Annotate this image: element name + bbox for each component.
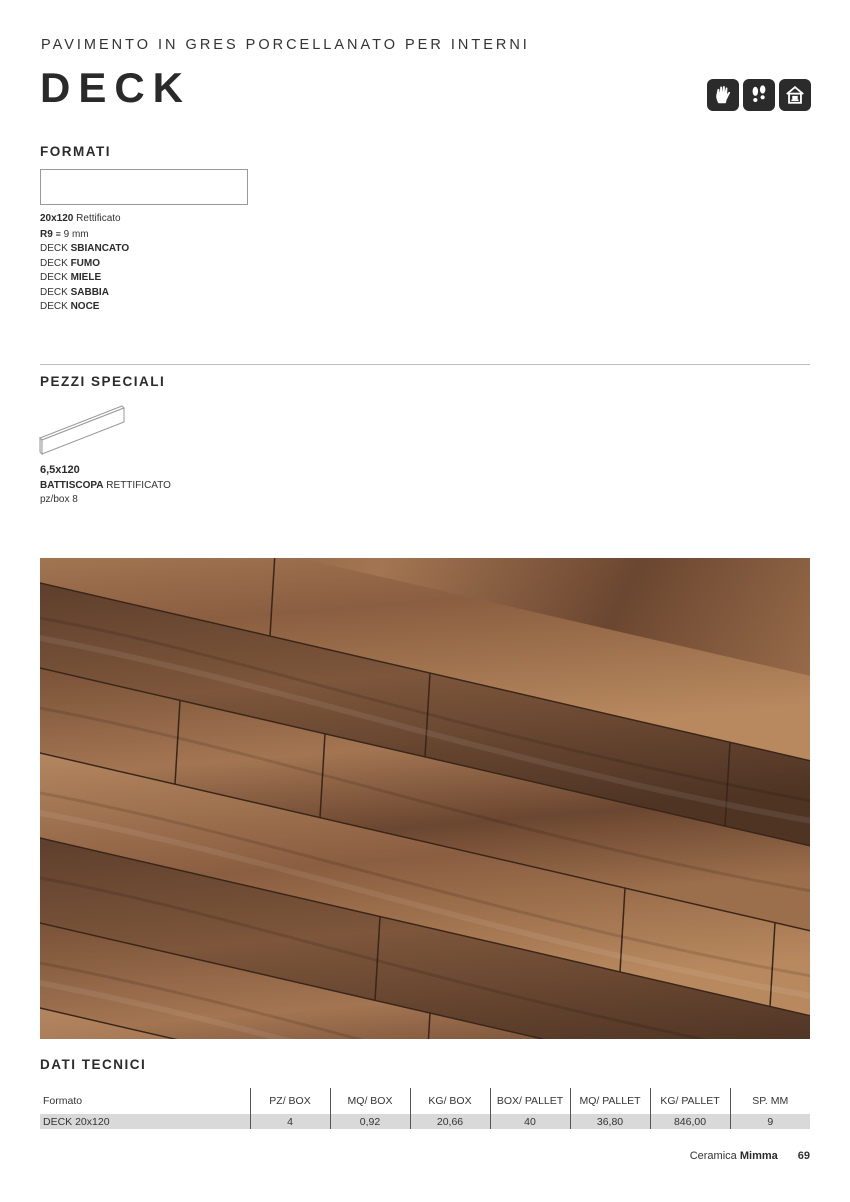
table-header: MQ/ BOX <box>330 1088 410 1114</box>
table-row <box>40 1114 810 1129</box>
technical-data-table <box>40 1088 810 1129</box>
page-number: 69 <box>797 1150 810 1162</box>
table-cell: 4 <box>250 1114 330 1129</box>
section-divider <box>40 364 810 365</box>
variant-item: DECK FUMO <box>40 257 101 269</box>
format-size: 20x120 <box>40 213 74 224</box>
variant-item: DECK NOCE <box>40 301 100 312</box>
variant-item: DECK MIELE <box>40 272 102 283</box>
skirting-illustration <box>38 402 128 456</box>
table-cell: 9 <box>730 1114 810 1129</box>
table-cell: 846,00 <box>650 1114 730 1129</box>
table-cell: 20,66 <box>410 1114 490 1129</box>
thickness-icon: ≡ <box>55 228 61 239</box>
footer-brand: Mimma <box>739 1150 778 1162</box>
home-icon <box>779 79 811 111</box>
table-header: SP. MM <box>730 1088 810 1114</box>
pezzi-name-note: RETTIFICATO <box>106 479 171 491</box>
slip-rating: R9 <box>40 228 53 240</box>
thickness: 9 mm <box>63 228 89 240</box>
table-header: Formato <box>43 1095 83 1107</box>
pezzi-size: 6,5x120 <box>40 464 80 476</box>
format-size-note: Rettificato <box>76 213 121 224</box>
footer-brand-prefix: Ceramica <box>689 1150 737 1162</box>
pezzi-pack: pz/box 8 <box>40 494 78 505</box>
table-header: PZ/ BOX <box>250 1088 330 1114</box>
table-header: KG/ BOX <box>410 1088 490 1114</box>
table-cell: 40 <box>490 1114 570 1129</box>
wood-floor-photo <box>40 558 810 1039</box>
page-title: DECK <box>40 64 192 111</box>
table-header: MQ/ PALLET <box>570 1088 650 1114</box>
table-cell: 0,92 <box>330 1114 410 1129</box>
table-header-row <box>40 1088 810 1114</box>
variant-item: DECK SBIANCATO <box>40 243 130 254</box>
usage-icons <box>707 79 811 111</box>
pezzi-details <box>40 463 171 508</box>
footprints-icon <box>743 79 775 111</box>
page-footer <box>690 1150 810 1162</box>
page-subtitle: PAVIMENTO IN GRES PORCELLANATO PER INTERNI <box>41 37 530 53</box>
variant-item: DECK SABBIA <box>40 286 109 298</box>
pezzi-heading: PEZZI SPECIALI <box>40 374 166 389</box>
table-header: BOX/ PALLET <box>490 1088 570 1114</box>
table-cell: DECK 20x120 <box>40 1114 250 1129</box>
table-header: KG/ PALLET <box>650 1088 730 1114</box>
dati-heading: DATI TECNICI <box>40 1057 147 1072</box>
formati-heading: FORMATI <box>40 144 111 159</box>
pezzi-name: BATTISCOPA <box>40 479 104 491</box>
hand-icon <box>707 79 739 111</box>
format-swatch <box>40 169 248 205</box>
table-cell: 36,80 <box>570 1114 650 1129</box>
formati-details <box>40 212 129 315</box>
